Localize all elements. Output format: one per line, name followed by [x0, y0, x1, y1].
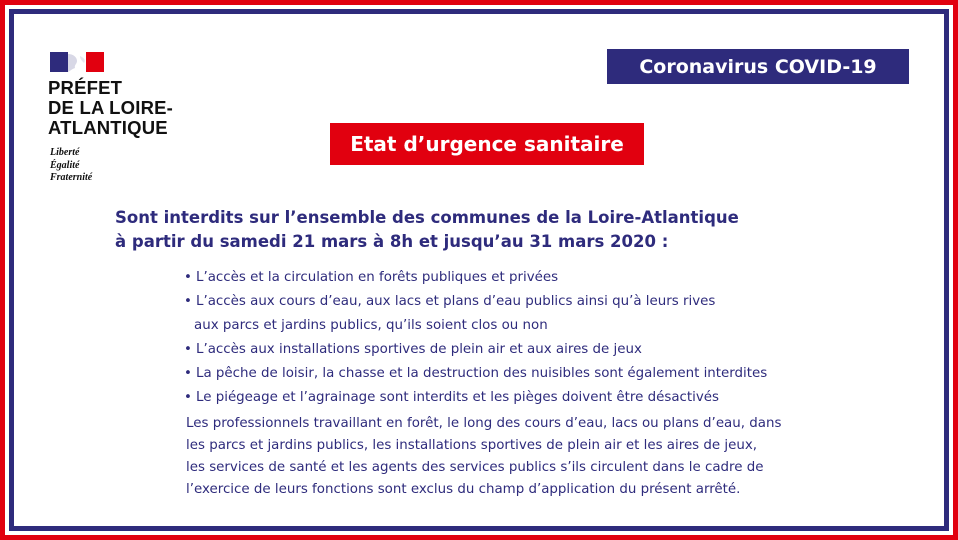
- list-item: [184, 362, 767, 386]
- list-item: [184, 338, 767, 362]
- bullet-icon: •: [184, 390, 192, 405]
- heading-line-1: Sont interdits sur l’ensemble des communes de la Loire-Atlantique: [115, 208, 739, 227]
- list-item-text: L’accès aux installations sportives de plein air et aux aires de jeux: [196, 342, 642, 357]
- main-heading: [115, 206, 739, 254]
- list-item: [184, 266, 767, 290]
- bullet-icon: •: [184, 270, 192, 285]
- prefecture-title: [48, 78, 173, 138]
- note-line: les parcs et jardins publics, les installations sportives de plein air et les aires de jeux,: [186, 438, 758, 453]
- motto-fraternite: Fraternité: [50, 172, 93, 183]
- prefecture-title-line: PRÉFET: [48, 77, 123, 98]
- bullet-icon: •: [184, 366, 192, 381]
- marianne-flag-icon: [50, 52, 104, 72]
- covid-badge: Coronavirus COVID-19: [607, 49, 909, 84]
- bullet-icon: •: [184, 294, 192, 309]
- prohibitions-list: [184, 266, 767, 410]
- list-item-text: L’accès et la circulation en forêts publiques et privées: [196, 270, 559, 285]
- motto-liberte: Liberté: [50, 147, 80, 158]
- list-item-text: Le piégeage et l’agrainage sont interdits et les pièges doivent être désactivés: [196, 390, 720, 405]
- republic-motto: [50, 147, 92, 185]
- list-item-text: La pêche de loisir, la chasse et la destruction des nuisibles sont également interdites: [196, 366, 768, 381]
- bullet-icon: •: [184, 342, 192, 357]
- list-item: [184, 386, 767, 410]
- exemption-note: [186, 413, 886, 501]
- list-item: [184, 290, 767, 314]
- motto-egalite: Égalité: [50, 159, 80, 171]
- health-emergency-badge: Etat d’urgence sanitaire: [330, 123, 644, 165]
- list-item-continuation: aux parcs et jardins publics, qu’ils soient clos ou non: [194, 318, 548, 333]
- prefecture-title-line: DE LA LOIRE-: [48, 97, 174, 118]
- note-line: les services de santé et les agents des services publics s’ils circulent dans le cadre de: [186, 460, 764, 475]
- note-line: l’exercice de leurs fonctions sont exclus du champ d’application du présent arrêté.: [186, 482, 741, 497]
- list-item-text: L’accès aux cours d’eau, aux lacs et plans d’eau publics ainsi qu’à leurs rives: [196, 294, 716, 309]
- prefecture-title-line: ATLANTIQUE: [48, 117, 168, 138]
- heading-line-2: à partir du samedi 21 mars à 8h et jusqu’au 31 mars 2020 :: [115, 232, 669, 251]
- note-line: Les professionnels travaillant en forêt, le long des cours d’eau, lacs ou plans d’eau, dans: [186, 416, 782, 431]
